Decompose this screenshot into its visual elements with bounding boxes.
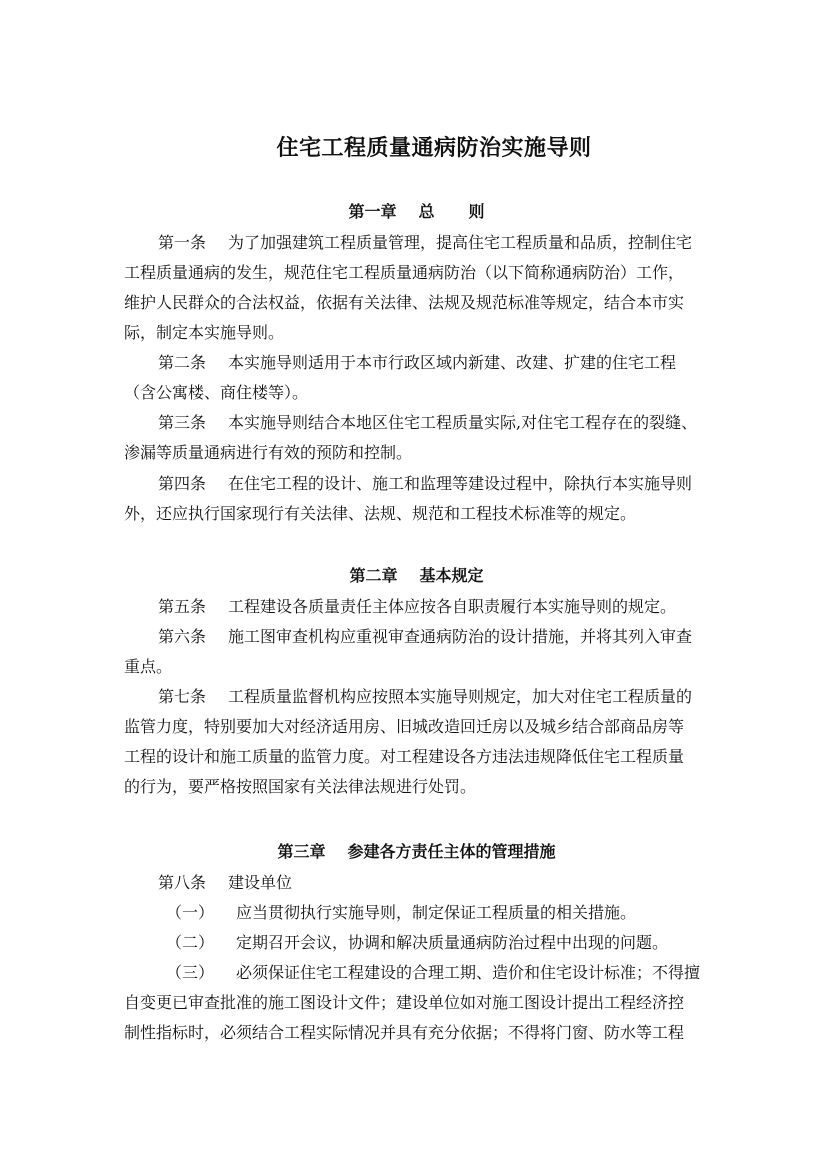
chapter-1-heading xyxy=(124,198,709,226)
item-label: （二） xyxy=(166,933,215,952)
article-1-line-1: 第一条 为了加强建筑工程质量管理，提高住宅工程质量和品质，控制住宅 xyxy=(158,233,693,252)
article-label: 第四条 xyxy=(158,474,207,493)
article-3-line-2: 渗漏等质量通病进行有效的预防和控制。 xyxy=(124,443,413,462)
chapter-number: 第一章 xyxy=(348,202,397,221)
article-6-line-2: 重点。 xyxy=(124,657,173,676)
article-1-line-4: 际，制定本实施导则。 xyxy=(124,323,285,342)
item-3-line-3: 制性指标时，必须结合工程实际情况并具有充分依据；不得将门窗、防水等工程 xyxy=(124,1023,685,1042)
article-2-line-1: 第二条 本实施导则适用于本市行政区域内新建、改建、扩建的住宅工程 xyxy=(158,353,677,372)
item-label: （一） xyxy=(166,903,215,922)
article-7-line-1: 第七条 工程质量监督机构应按照本实施导则规定，加大对住宅工程质量的 xyxy=(158,687,693,706)
article-1-line-2: 工程质量通病的发生，规范住宅工程质量通病防治（以下简称通病防治）工作， xyxy=(124,263,685,282)
article-label: 第二条 xyxy=(158,353,207,372)
article-6-line-1: 第六条 施工图审查机构应重视审查通病防治的设计措施，并将其列入审查 xyxy=(158,627,693,646)
article-5-line-1: 第五条 工程建设各质量责任主体应按各自职责履行本实施导则的规定。 xyxy=(158,597,677,616)
item-1-line-1: （一） 应当贯彻执行实施导则，制定保证工程质量的相关措施。 xyxy=(166,903,637,922)
chapter-number: 第三章 xyxy=(277,842,326,861)
item-3-line-2: 自变更已审查批准的施工图设计文件；建设单位如对施工图设计提出工程经济控 xyxy=(124,993,685,1012)
article-3-line-1: 第三条 本实施导则结合本地区住宅工程质量实际,对住宅工程存在的裂缝、 xyxy=(158,413,698,432)
item-label: （三） xyxy=(166,963,215,982)
article-label: 第一条 xyxy=(158,233,207,252)
article-7-line-4: 的行为，要严格按照国家有关法律法规进行处罚。 xyxy=(124,777,477,796)
article-8-line-1: 第八条 建设单位 xyxy=(158,873,293,892)
chapter-2-heading xyxy=(124,562,709,590)
article-label: 第六条 xyxy=(158,627,207,646)
article-1-line-3: 维护人民群众的合法权益，依据有关法律、法规及规范标准等规定，结合本市实 xyxy=(124,293,685,312)
article-4-line-1: 第四条 在住宅工程的设计、施工和监理等建设过程中，除执行本实施导则 xyxy=(158,474,693,493)
item-3-line-1: （三） 必须保证住宅工程建设的合理工期、造价和住宅设计标准；不得擅 xyxy=(166,963,701,982)
item-2-line-1: （二） 定期召开会议，协调和解决质量通病防治过程中出现的问题。 xyxy=(166,933,669,952)
chapter-name: 基本规定 xyxy=(419,566,484,585)
chapter-name: 参建各方责任主体的管理措施 xyxy=(347,842,556,861)
chapter-name: 则 xyxy=(468,202,485,221)
article-label: 第五条 xyxy=(158,597,207,616)
article-7-line-3: 工程的设计和施工质量的监管力度。对工程建设各方违法违规降低住宅工程质量 xyxy=(124,747,685,766)
article-label: 第八条 xyxy=(158,873,207,892)
chapter-3-heading xyxy=(124,838,709,866)
article-label: 第三条 xyxy=(158,413,207,432)
chapter-name: 总 xyxy=(418,202,435,221)
chapter-number: 第二章 xyxy=(349,566,398,585)
article-4-line-2: 外，还应执行国家现行有关法律、法规、规范和工程技术标准等的规定。 xyxy=(124,504,637,523)
document-title: 住宅工程质量通病防治实施导则 xyxy=(276,135,592,161)
article-2-line-2: （含公寓楼、商住楼等）。 xyxy=(124,383,309,402)
article-label: 第七条 xyxy=(158,687,207,706)
article-7-line-2: 监管力度，特别要加大对经济适用房、旧城改造回迁房以及城乡结合部商品房等 xyxy=(124,717,685,736)
